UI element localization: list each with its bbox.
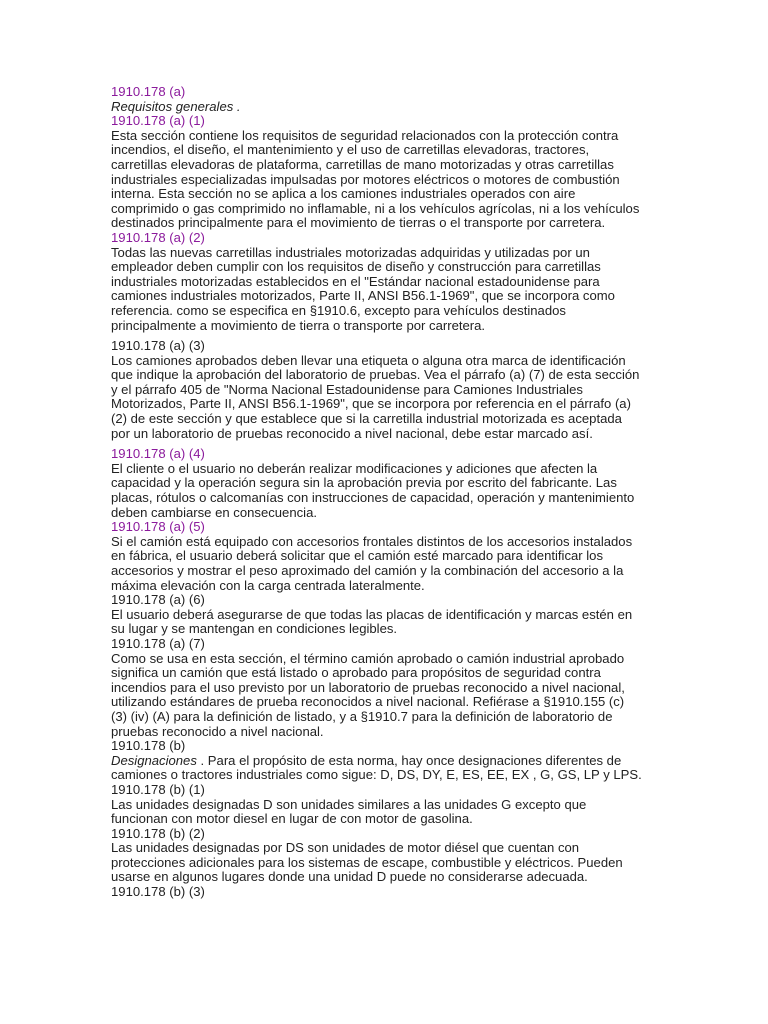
section-ref: 1910.178 (b) (1) — [111, 781, 205, 797]
paragraph-line — [111, 754, 663, 769]
paragraph-line: Como se usa en esta sección, el término camión aprobado o camión industrial aprobado — [111, 650, 625, 666]
paragraph-line: por un laboratorio de pruebas reconocido a nivel nacional, debe estar marcado así. — [111, 425, 593, 441]
paragraph-line: interna. Esta sección no se aplica a los camiones industriales operados con aire — [111, 186, 576, 202]
paragraph-line: camiones o tractores industriales como sigue: D, DS, DY, E, ES, EE, EX , G, GS, LP y LPS. — [111, 767, 642, 783]
section-block — [111, 783, 663, 827]
section-ref: 1910.178 (a) (3) — [111, 338, 205, 354]
paragraph-text: . Para el propósito de esta norma, hay once designaciones diferentes de — [196, 752, 622, 768]
paragraph-line: deben cambiarse en consecuencia. — [111, 504, 317, 520]
section-ref: 1910.178 (b) (2) — [111, 825, 205, 841]
section-block — [111, 339, 663, 447]
paragraph-line: Los camiones aprobados deben llevar una etiqueta o alguna otra marca de identificación — [111, 352, 626, 368]
paragraph-line: y el párrafo 405 de "Norma Nacional Estadounidense para Camiones Industriales — [111, 381, 583, 397]
paragraph-line: incendios para el uso previsto por un laboratorio de pruebas reconocido a nivel nacional, — [111, 679, 625, 695]
section-ref: 1910.178 (b) (3) — [111, 884, 205, 900]
paragraph-line: Motorizados, Parte II, ANSI B56.1-1969", que se incorpora por referencia en el párrafo (a) — [111, 396, 631, 412]
section-ref: 1910.178 (b) — [111, 738, 186, 754]
section-block — [111, 520, 663, 593]
paragraph-line: (2) de este sección y que establece que si la carretilla industrial motorizada es aceptada — [111, 411, 622, 427]
paragraph-line: Las unidades designadas por DS son unidades de motor diésel que cuentan con — [111, 840, 580, 856]
paragraph-line: protecciones adicionales para los sistemas de escape, combustible y eléctricos. Pueden — [111, 854, 623, 870]
paragraph-line: pruebas reconocido a nivel nacional. — [111, 723, 324, 739]
section-ref-link[interactable]: 1910.178 (a) (2) — [111, 229, 205, 245]
section-block — [111, 739, 663, 783]
section-ref-link[interactable]: 1910.178 (a) (5) — [111, 519, 205, 535]
paragraph-line: Si el camión está equipado con accesorios frontales distintos de los accesorios instalados — [111, 533, 633, 549]
paragraph-line: capacidad y la operación segura sin la aprobación previa por escrito del fabricante. Las — [111, 475, 617, 491]
paragraph-line: principalmente a movimiento de tierra o transporte por carretera. — [111, 317, 486, 333]
paragraph-line: camiones industriales motorizados, Parte II, ANSI B56.1-1969", que se incorpora como — [111, 288, 615, 304]
section-ref-link[interactable]: 1910.178 (a) (1) — [111, 113, 205, 129]
paragraph-line: El usuario deberá asegurarse de que todas las placas de identificación y marcas estén en — [111, 606, 633, 622]
paragraph-line: que indique la aprobación del laboratorio de pruebas. Vea el párrafo (a) (7) de esta sección — [111, 367, 640, 383]
section-block — [111, 637, 663, 739]
paragraph-line: comprimido o gas comprimido no inflamable, ni a los vehículos agrícolas, ni a los vehículos — [111, 200, 640, 216]
paragraph-line: destinados principalmente para el movimiento de tierras o el transporte por carretera. — [111, 215, 606, 231]
section-heading: Requisitos generales . — [111, 98, 241, 114]
section-ref-link[interactable]: 1910.178 (a) — [111, 84, 186, 99]
section-ref: 1910.178 (a) (7) — [111, 635, 205, 651]
section-block — [111, 447, 663, 520]
document-body — [111, 85, 663, 900]
paragraph-line: empleador deben cumplir con los requisitos de diseño y construcción para carretillas — [111, 259, 601, 275]
paragraph-line: utilizando estándares de prueba reconocidos a nivel nacional. Refiérase a §1910.155 (c) — [111, 694, 625, 710]
paragraph-line: Esta sección contiene los requisitos de seguridad relacionados con la protección contra — [111, 127, 619, 143]
section-block — [111, 827, 663, 885]
section-block — [111, 593, 663, 637]
paragraph-line: funcionan con motor diesel en lugar de con motor de gasolina. — [111, 811, 473, 827]
paragraph-line: incendios, el diseño, el mantenimiento y el uso de carretillas elevadoras, tractores, — [111, 142, 590, 158]
paragraph-line: industriales motorizadas establecidos en el "Estándar nacional estadounidense para — [111, 273, 600, 289]
paragraph-line: en fábrica, el usuario deberá solicitar que el camión esté marcado para identificar los — [111, 548, 604, 564]
paragraph-line: El cliente o el usuario no deberán realizar modificaciones y adiciones que afecten la — [111, 460, 598, 476]
paragraph-line: su lugar y se mantengan en condiciones legibles. — [111, 621, 398, 637]
paragraph-line: usarse en algunos lugares donde una unidad D puede no considerarse adecuada. — [111, 869, 588, 885]
section-block — [111, 885, 663, 900]
paragraph-line: (3) (iv) (A) para la definición de listado, y a §1910.7 para la definición de laboratorio de — [111, 708, 613, 724]
paragraph-line: carretillas elevadoras de plataforma, carretillas de mano motorizadas y otras carretillas — [111, 156, 614, 172]
section-block — [111, 114, 663, 231]
paragraph-line: referencia. como se especifica en §1910.6, excepto para vehículos destinados — [111, 302, 566, 318]
section-block — [111, 85, 663, 114]
section-ref: 1910.178 (a) (6) — [111, 592, 205, 608]
paragraph-line: Las unidades designadas D son unidades similares a las unidades G excepto que — [111, 796, 587, 812]
paragraph-line: industriales especializadas impulsadas por motores eléctricos o motores de combustión — [111, 171, 620, 187]
section-block — [111, 231, 663, 339]
paragraph-line: máxima elevación con la carga centrada lateralmente. — [111, 577, 425, 593]
paragraph-line: accesorios y mostrar el peso aproximado del camión y la combinación del accesorio a la — [111, 563, 624, 578]
section-ref-link[interactable]: 1910.178 (a) (4) — [111, 446, 205, 462]
paragraph-line: Todas las nuevas carretillas industriales motorizadas adquiridas y utilizadas por un — [111, 244, 590, 260]
paragraph-line: significa un camión que está listado o aprobado para propósitos de seguridad contra — [111, 665, 601, 681]
inline-heading: Designaciones — [111, 752, 197, 768]
paragraph-line: placas, rótulos o calcomanías con instrucciones de capacidad, operación y mantenimiento — [111, 490, 635, 506]
